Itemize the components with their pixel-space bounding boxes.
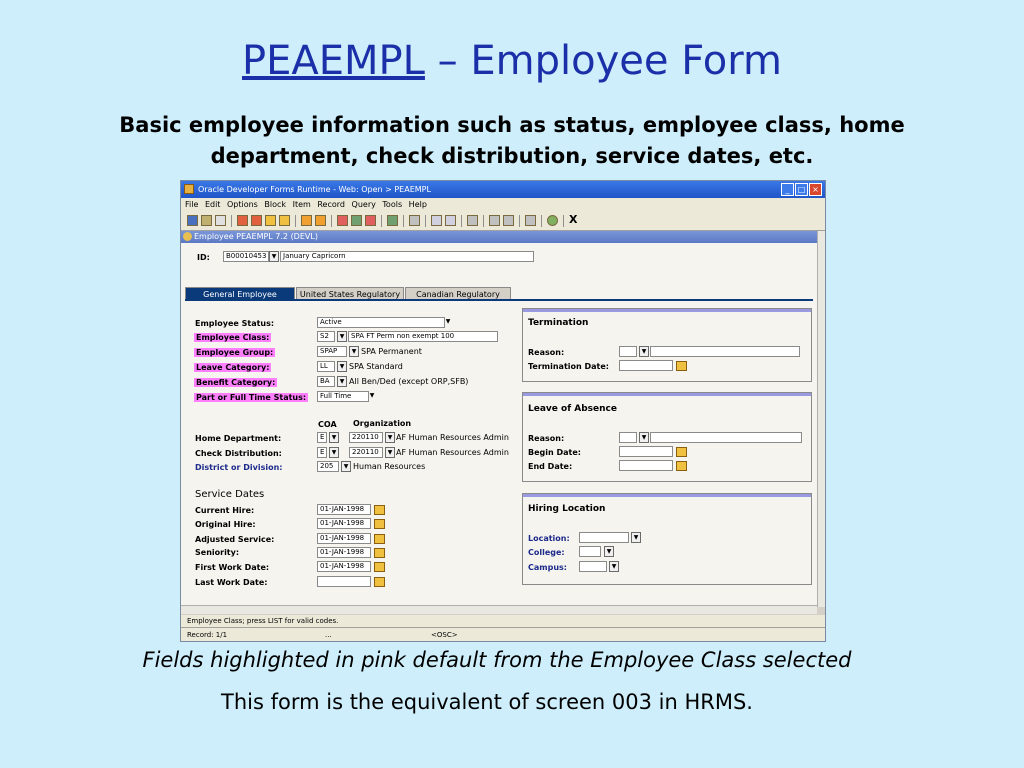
next-block-icon[interactable]: [251, 215, 262, 226]
app-icon: [184, 184, 194, 194]
chevron-down-icon[interactable]: ▼: [369, 392, 375, 399]
leave-category-desc: SPA Standard: [349, 362, 403, 371]
id-label: ID:: [197, 253, 210, 262]
termination-date-field[interactable]: [619, 360, 673, 371]
college-field[interactable]: [579, 546, 601, 557]
employee-group-desc: SPA Permanent: [361, 347, 422, 356]
coa-column-header: COA: [318, 420, 337, 429]
previous-record-icon[interactable]: [265, 215, 276, 226]
district-division-lookup[interactable]: ▼: [341, 461, 351, 472]
seniority-field[interactable]: 01-JAN-1998: [317, 547, 371, 558]
campus-field[interactable]: [579, 561, 607, 572]
vertical-scrollbar[interactable]: [817, 231, 826, 607]
menu-query[interactable]: Query: [351, 200, 376, 209]
insert-record-icon[interactable]: [337, 215, 348, 226]
record-bar: [181, 627, 825, 642]
termination-box: [522, 308, 812, 382]
status-message: Employee Class; press LIST for valid codes.: [187, 617, 339, 625]
campus-label: Campus:: [528, 563, 567, 572]
form-title: Employee PEAEMPL 7.2 (DEVL): [194, 232, 318, 241]
remove-record-icon[interactable]: [351, 215, 362, 226]
options-icon[interactable]: [503, 215, 514, 226]
termination-reason-label: Reason:: [528, 348, 565, 357]
maximize-button[interactable]: □: [795, 183, 808, 196]
help-icon[interactable]: [547, 215, 558, 226]
menu-bar: [181, 198, 825, 212]
campus-lookup[interactable]: ▼: [609, 561, 619, 572]
form-content: [181, 243, 817, 605]
leave-category-label: Leave Category:: [196, 363, 270, 372]
benefit-category-desc: All Ben/Ded (except ORP,SFB): [349, 377, 469, 386]
last-work-date-field[interactable]: [317, 576, 371, 587]
calendar-icon[interactable]: [374, 577, 385, 587]
oracle-forms-window: [180, 180, 826, 642]
benefit-category-lookup[interactable]: ▼: [337, 376, 347, 387]
title-sep: –: [424, 38, 471, 84]
current-hire-field[interactable]: 01-JAN-1998: [317, 504, 371, 515]
begin-date-field[interactable]: [619, 446, 673, 457]
menu-block[interactable]: Block: [264, 200, 287, 209]
check-distribution-org-lookup[interactable]: ▼: [385, 447, 395, 458]
home-department-coa-lookup[interactable]: ▼: [329, 432, 339, 443]
hiring-title: Hiring Location: [528, 504, 606, 514]
leave-category-lookup[interactable]: ▼: [337, 361, 347, 372]
last-work-date-label: Last Work Date:: [195, 578, 268, 587]
toolbar: [181, 212, 825, 231]
menu-options[interactable]: Options: [226, 200, 258, 209]
employee-group-code[interactable]: SPAP: [317, 346, 347, 357]
title-rest: Employee Form: [470, 38, 782, 84]
district-division-label: District or Division:: [195, 463, 283, 472]
part-full-time-select[interactable]: Full Time: [317, 391, 369, 402]
adjusted-service-field[interactable]: 01-JAN-1998: [317, 533, 371, 544]
close-button[interactable]: ×: [809, 183, 822, 196]
check-distribution-desc: AF Human Resources Admin: [396, 448, 509, 457]
district-division-code[interactable]: 205: [317, 461, 339, 472]
termination-date-label: Termination Date:: [528, 362, 609, 371]
employee-class-code[interactable]: S2: [317, 331, 335, 342]
first-work-date-field[interactable]: 01-JAN-1998: [317, 561, 371, 572]
employee-status-select[interactable]: Active: [317, 317, 445, 328]
calendar-icon[interactable]: [374, 519, 385, 529]
leave-reason-desc: [650, 432, 802, 443]
employee-class-lookup[interactable]: ▼: [337, 331, 347, 342]
seniority-label: Seniority:: [195, 548, 240, 557]
home-department-desc: AF Human Resources Admin: [396, 433, 509, 442]
employee-status-label: Employee Status:: [195, 319, 275, 328]
original-hire-label: Original Hire:: [195, 520, 256, 529]
employee-name-field[interactable]: January Capricorn: [280, 251, 534, 262]
subtitle-line1: Basic employee information such as status, employee class, home: [119, 113, 905, 137]
calendar-icon[interactable]: [374, 548, 385, 558]
execute-query-icon[interactable]: [315, 215, 326, 226]
termination-reason-lookup[interactable]: ▼: [639, 346, 649, 357]
slide-title: [0, 38, 1024, 84]
check-distribution-org[interactable]: 220110: [349, 447, 383, 458]
calendar-icon[interactable]: [374, 505, 385, 515]
next-record-icon[interactable]: [279, 215, 290, 226]
leave-title: Leave of Absence: [528, 404, 617, 414]
first-work-date-label: First Work Date:: [195, 563, 270, 572]
list-icon[interactable]: [387, 215, 398, 226]
tab-us-regulatory[interactable]: United States Regulatory: [296, 287, 404, 300]
enter-query-icon[interactable]: [301, 215, 312, 226]
form-icon: [183, 232, 192, 241]
tab-canadian-regulatory[interactable]: Canadian Regulatory: [405, 287, 511, 300]
lock-record-icon[interactable]: [365, 215, 376, 226]
menu-help[interactable]: Help: [408, 200, 427, 209]
home-department-org-lookup[interactable]: ▼: [385, 432, 395, 443]
exit-icon[interactable]: X: [569, 213, 578, 226]
college-lookup[interactable]: ▼: [604, 546, 614, 557]
district-division-desc: Human Resources: [353, 462, 426, 471]
osc-indicator: <OSC>: [431, 631, 458, 639]
tab-general-employee[interactable]: General Employee: [185, 287, 295, 300]
minimize-button[interactable]: _: [781, 183, 794, 196]
leave-reason-code[interactable]: [619, 432, 637, 443]
check-distribution-coa-lookup[interactable]: ▼: [329, 447, 339, 458]
end-date-label: End Date:: [528, 462, 573, 471]
original-hire-field[interactable]: 01-JAN-1998: [317, 518, 371, 529]
form-titlebar: [181, 231, 817, 243]
subtitle-line2: department, check distribution, service dates, etc.: [210, 144, 814, 168]
location-lookup[interactable]: ▼: [631, 532, 641, 543]
employee-group-lookup[interactable]: ▼: [349, 346, 359, 357]
menu-record[interactable]: Record: [317, 200, 345, 209]
rollback-icon[interactable]: [201, 215, 212, 226]
leave-of-absence-box: [522, 392, 812, 482]
caption-plain: This form is the equivalent of screen 003 in HRMS.: [221, 690, 753, 714]
termination-reason-desc: [650, 346, 800, 357]
record-dots: ...: [325, 631, 332, 639]
count-query-icon[interactable]: [409, 215, 420, 226]
termination-title: Termination: [528, 318, 589, 328]
employee-class-desc: SPA FT Perm non exempt 100: [348, 331, 498, 342]
horizontal-scrollbar[interactable]: [181, 605, 817, 614]
calendar-icon[interactable]: [676, 361, 687, 371]
chevron-down-icon[interactable]: ▼: [445, 318, 451, 325]
check-distribution-label: Check Distribution:: [195, 449, 282, 458]
window-titlebar: [181, 181, 825, 198]
current-hire-label: Current Hire:: [195, 506, 255, 515]
tab-underline: [185, 299, 813, 301]
refresh-icon[interactable]: [467, 215, 478, 226]
menu-file[interactable]: File: [185, 200, 199, 209]
window-title: Oracle Developer Forms Runtime - Web: Open > PEAEMPL: [198, 185, 431, 194]
display-error-icon[interactable]: [445, 215, 456, 226]
calendar-icon[interactable]: [676, 447, 687, 457]
slide-subtitle: [100, 110, 924, 172]
menu-tools[interactable]: Tools: [382, 200, 403, 209]
leave-reason-lookup[interactable]: ▼: [639, 432, 649, 443]
adjusted-service-label: Adjusted Service:: [195, 535, 275, 544]
edit-icon[interactable]: [431, 215, 442, 226]
calendar-icon[interactable]: [676, 461, 687, 471]
home-department-label: Home Department:: [195, 434, 282, 443]
menu-edit[interactable]: Edit: [204, 200, 221, 209]
location-label: Location:: [528, 534, 570, 543]
termination-reason-code[interactable]: [619, 346, 637, 357]
service-dates-title: Service Dates: [195, 489, 265, 500]
leave-reason-label: Reason:: [528, 434, 565, 443]
calendar-icon[interactable]: [374, 562, 385, 572]
college-label: College:: [528, 548, 565, 557]
save-icon[interactable]: [187, 215, 198, 226]
title-code: PEAEMPL: [242, 38, 425, 84]
id-lookup-button[interactable]: ▼: [269, 251, 279, 262]
home-department-org[interactable]: 220110: [349, 432, 383, 443]
exit-form-icon[interactable]: [489, 215, 500, 226]
home-department-coa[interactable]: E: [317, 432, 327, 443]
record-indicator: Record: 1/1: [187, 631, 228, 639]
benefit-category-label: Benefit Category:: [196, 378, 276, 387]
id-field[interactable]: B00010453: [223, 251, 269, 262]
print-icon[interactable]: [215, 215, 226, 226]
location-field[interactable]: [579, 532, 629, 543]
employee-group-label: Employee Group:: [196, 348, 274, 357]
menu-item[interactable]: Item: [292, 200, 311, 209]
cancel-query-icon[interactable]: [525, 215, 536, 226]
benefit-category-code[interactable]: BA: [317, 376, 335, 387]
begin-date-label: Begin Date:: [528, 448, 581, 457]
check-distribution-coa[interactable]: E: [317, 447, 327, 458]
caption-italic: Fields highlighted in pink default from the Employee Class selected: [142, 648, 852, 672]
hiring-location-box: [522, 493, 812, 585]
employee-class-label: Employee Class:: [196, 333, 270, 342]
organization-column-header: Organization: [353, 419, 412, 428]
leave-category-code[interactable]: LL: [317, 361, 335, 372]
part-full-time-label: Part or Full Time Status:: [196, 393, 307, 402]
status-bar: [181, 615, 825, 627]
calendar-icon[interactable]: [374, 534, 385, 544]
previous-block-icon[interactable]: [237, 215, 248, 226]
end-date-field[interactable]: [619, 460, 673, 471]
